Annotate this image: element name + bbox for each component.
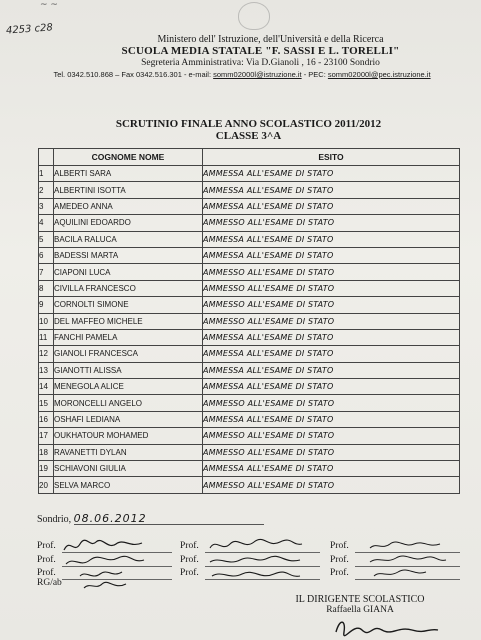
student-name: BADESSI MARTA <box>54 247 203 263</box>
table-row <box>39 362 460 378</box>
director-name: Raffaella GIANA <box>326 605 394 615</box>
result-handwritten: AMMESSO ALL'ESAME DI STATO <box>203 264 460 280</box>
teacher-signatures-col1 <box>60 534 180 594</box>
result-handwritten: AMMESSA ALL'ESAME DI STATO <box>203 166 460 182</box>
student-name: AQUILINI EDOARDO <box>54 215 203 231</box>
student-name: MORONCELLI ANGELO <box>54 395 203 411</box>
prof-label: Prof. <box>180 568 199 578</box>
director-block <box>285 594 435 615</box>
result-handwritten: AMMESSO ALL'ESAME DI STATO <box>203 280 460 296</box>
student-name: RAVANETTI DYLAN <box>54 444 203 460</box>
contacts-mid: - PEC: <box>301 70 328 79</box>
table-row <box>39 182 460 198</box>
table-row <box>39 346 460 362</box>
header-name: COGNOME NOME <box>54 149 203 166</box>
table-row <box>39 461 460 477</box>
header-result: ESITO <box>203 149 460 166</box>
result-handwritten: AMMESSO ALL'ESAME DI STATO <box>203 428 460 444</box>
table-row <box>39 198 460 214</box>
director-title: IL DIRIGENTE SCOLASTICO <box>295 594 425 605</box>
student-name: BACILA RALUCA <box>54 231 203 247</box>
row-number: 3 <box>39 198 54 214</box>
row-number: 16 <box>39 411 54 427</box>
prof-label: Prof. <box>180 541 199 551</box>
table-row <box>39 313 460 329</box>
rg-ab-label: RG/ab <box>37 578 62 588</box>
table-row <box>39 395 460 411</box>
row-number: 5 <box>39 231 54 247</box>
header-num <box>39 149 54 166</box>
result-handwritten: AMMESSA ALL'ESAME DI STATO <box>203 411 460 427</box>
table-row <box>39 280 460 296</box>
student-name: GIANOTTI ALISSA <box>54 362 203 378</box>
table-row <box>39 231 460 247</box>
date-line <box>74 524 264 525</box>
table-row <box>39 379 460 395</box>
row-number: 1 <box>39 166 54 182</box>
row-number: 14 <box>39 379 54 395</box>
table-row <box>39 411 460 427</box>
date-handwritten: 08.06.2012 <box>73 512 147 525</box>
student-name: CORNOLTI SIMONE <box>54 297 203 313</box>
student-name: CIAPONI LUCA <box>54 264 203 280</box>
student-name: SELVA MARCO <box>54 477 203 493</box>
table-row <box>39 215 460 231</box>
result-handwritten: AMMESSA ALL'ESAME DI STATO <box>203 247 460 263</box>
row-number: 10 <box>39 313 54 329</box>
row-number: 20 <box>39 477 54 493</box>
student-name: ALBERTINI ISOTTA <box>54 182 203 198</box>
student-name: FANCHI PAMELA <box>54 329 203 345</box>
student-name: GIANOLI FRANCESCA <box>54 346 203 362</box>
row-number: 15 <box>39 395 54 411</box>
teacher-signatures-col2 <box>204 534 324 584</box>
table-row <box>39 264 460 280</box>
prof-label: Prof. <box>330 568 349 578</box>
email-link[interactable]: somm02000l@istruzione.it <box>213 70 302 79</box>
document-title: SCRUTINIO FINALE ANNO SCOLASTICO 2011/2012 <box>115 118 382 130</box>
table-row <box>39 166 460 182</box>
student-name: ALBERTI SARA <box>54 166 203 182</box>
row-number: 11 <box>39 329 54 345</box>
result-handwritten: AMMESSA ALL'ESAME DI STATO <box>203 461 460 477</box>
row-number: 17 <box>39 428 54 444</box>
table-row <box>39 247 460 263</box>
prof-label: Prof. <box>37 568 56 578</box>
prof-label: Prof. <box>330 555 349 565</box>
result-handwritten: AMMESSO ALL'ESAME DI STATO <box>203 297 460 313</box>
results-table <box>38 148 460 494</box>
row-number: 7 <box>39 264 54 280</box>
row-number: 9 <box>39 297 54 313</box>
prof-label: Prof. <box>37 541 56 551</box>
contacts-line <box>4 70 480 79</box>
ministry-line: Ministero dell' Istruzione, dell'Università e della Ricerca <box>157 34 384 45</box>
result-handwritten: AMMESSA ALL'ESAME DI STATO <box>203 346 460 362</box>
student-name: MENEGOLA ALICE <box>54 379 203 395</box>
row-number: 12 <box>39 346 54 362</box>
result-handwritten: AMMESSA ALL'ESAME DI STATO <box>203 182 460 198</box>
school-name: SCUOLA MEDIA STATALE "F. SASSI E L. TORELLI" <box>121 45 400 57</box>
row-number: 13 <box>39 362 54 378</box>
row-number: 6 <box>39 247 54 263</box>
table-row <box>39 329 460 345</box>
result-handwritten: AMMESSA ALL'ESAME DI STATO <box>203 362 460 378</box>
table-row <box>39 297 460 313</box>
table-row <box>39 477 460 493</box>
prof-label: Prof. <box>37 555 56 565</box>
student-name: OSHAFI LEDIANA <box>54 411 203 427</box>
table-header-row <box>39 149 460 166</box>
result-handwritten: AMMESSA ALL'ESAME DI STATO <box>203 198 460 214</box>
table-row <box>39 444 460 460</box>
prof-label: Prof. <box>330 541 349 551</box>
row-number: 8 <box>39 280 54 296</box>
row-number: 19 <box>39 461 54 477</box>
result-handwritten: AMMESSO ALL'ESAME DI STATO <box>203 395 460 411</box>
prof-label: Prof. <box>180 555 199 565</box>
student-name: OUKHATOUR MOHAMED <box>54 428 203 444</box>
student-name: SCHIAVONI GIULIA <box>54 461 203 477</box>
student-name: AMEDEO ANNA <box>54 198 203 214</box>
secretariat-line: Segreteria Amministrativa: Via D.Gianoli , 16 - 23100 Sondrio <box>141 58 380 68</box>
result-handwritten: AMMESSO ALL'ESAME DI STATO <box>203 215 460 231</box>
republic-emblem-icon <box>238 2 270 30</box>
result-handwritten: AMMESSA ALL'ESAME DI STATO <box>203 231 460 247</box>
result-handwritten: AMMESSO ALL'ESAME DI STATO <box>203 444 460 460</box>
result-handwritten: AMMESSA ALL'ESAME DI STATO <box>203 329 460 345</box>
director-signature <box>332 616 442 638</box>
result-handwritten: AMMESSO ALL'ESAME DI STATO <box>203 477 460 493</box>
student-name: CIVILLA FRANCESCO <box>54 280 203 296</box>
place-label: Sondrio, <box>37 514 72 525</box>
row-number: 18 <box>39 444 54 460</box>
row-number: 2 <box>39 182 54 198</box>
table-row <box>39 428 460 444</box>
result-handwritten: AMMESSA ALL'ESAME DI STATO <box>203 379 460 395</box>
top-scribble: ~ ~ <box>40 0 58 10</box>
row-number: 4 <box>39 215 54 231</box>
contacts-prefix: Tel. 0342.510.868 – Fax 0342.516.301 - e-mail: <box>53 70 214 79</box>
teacher-signatures-col3 <box>366 534 466 584</box>
class-title: CLASSE 3^A <box>215 130 282 142</box>
pec-link[interactable]: somm02000l@pec.istruzione.it <box>327 70 431 79</box>
student-name: DEL MAFFEO MICHELE <box>54 313 203 329</box>
protocol-note: 4253 c28 <box>5 22 54 37</box>
result-handwritten: AMMESSO ALL'ESAME DI STATO <box>203 313 460 329</box>
